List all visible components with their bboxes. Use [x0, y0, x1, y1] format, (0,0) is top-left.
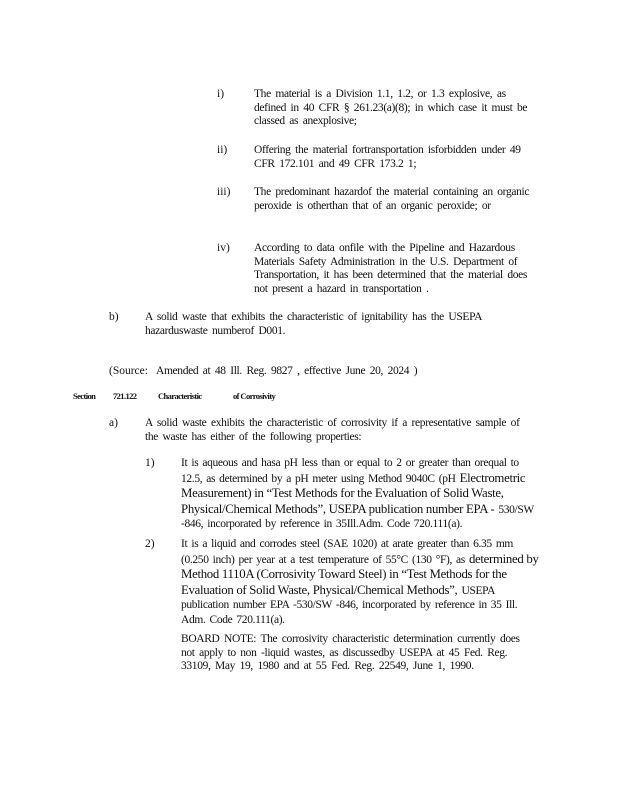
item-i-label: i) — [217, 88, 225, 100]
sub-item-1-text — [181, 456, 541, 532]
section-title-part-1: Characteristic — [158, 391, 202, 401]
item-iii-label: iii) — [217, 186, 231, 198]
sub-item-2-text-a: It is a liquid and corrodes steel (SAE 1020) at arate greater than 6.35 mm (0.250 inch) per year at a test temperature of 55°C (130 °F), as — [181, 538, 514, 566]
source-label: (Source: — [109, 365, 148, 377]
sub-item-2-label: 2) — [145, 538, 155, 550]
sub-item-1-text-a: It is aqueous and hasa pH less than or equal to 2 or greater than orequal to 12.5, as determined by a pH meter using Method 9040C (pH — [181, 457, 519, 485]
section-word: Section — [73, 391, 96, 401]
item-iv-label: iv) — [217, 242, 230, 254]
sub-item-1-text-b: Electrometric Measurement) in “Test Methods for the Evaluation of Solid Waste, Physical/Chemical Methods”, USEPA publication number EPA - — [181, 470, 526, 516]
item-ii-label: ii) — [217, 144, 228, 156]
item-a-text: A solid waste exhibits the characteristic of corrosivity if a representative sample of the waste has either of the following properties: — [145, 417, 520, 443]
item-a-label: a) — [109, 417, 118, 429]
source-text: Amended at 48 Ill. Reg. 9827 , effective June 20, 2024 ) — [156, 365, 418, 377]
section-title-part-2: of Corrosivity — [233, 391, 276, 401]
item-iii-text: The predominant hazardof the material containing an organic peroxide is otherthan that of an organic peroxide; or — [254, 186, 530, 212]
item-i-text: The material is a Division 1.1, 1.2, or 1.3 explosive, as defined in 40 CFR § 261.23(a)(8); in which case it must be classed as anexplosive; — [254, 88, 528, 127]
item-b-label: b) — [109, 311, 119, 323]
board-note: BOARD NOTE: The corrosivity characteristic determination currently does not apply to non -liquid wastes, as discussedby USEPA at 45 Fed. Reg. 33109, May 19, 1980 and at 55 Fed. Reg. 22549, June 1, 1990. — [181, 633, 520, 672]
section-number: 721.122 — [113, 391, 137, 401]
item-b-text: A solid waste that exhibits the characteristic of ignitability has the USEPA hazarduswaste numberof D001. — [145, 311, 482, 337]
item-iv-text: According to data onfile with the Pipeline and Hazardous Materials Safety Administration in the U.S. Department of Transportation, it has been determined that the material does not present a hazard in transportation . — [254, 242, 528, 295]
sub-item-1-label: 1) — [145, 457, 155, 469]
sub-item-2-text-c: USEPA publication number EPA -530/SW -846, incorporated by reference in 35 Ill. Adm. Code 720.111(a). — [181, 584, 518, 626]
sub-item-2-text-b: determined by Method 1110A (Corrosivity Toward Steel) in “Test Methods for the Evaluation of Solid Waste, Physical/Chemical Methods”, — [181, 551, 539, 597]
sub-item-2-text — [181, 537, 541, 627]
item-ii-text: Offering the material fortransportation isforbidden under 49 CFR 172.101 and 49 CFR 173.2 1; — [254, 144, 521, 170]
sub-item-1-text-c: 530/SW -846, incorporated by reference in 35Ill.Adm. Code 720.111(a). — [181, 503, 534, 530]
